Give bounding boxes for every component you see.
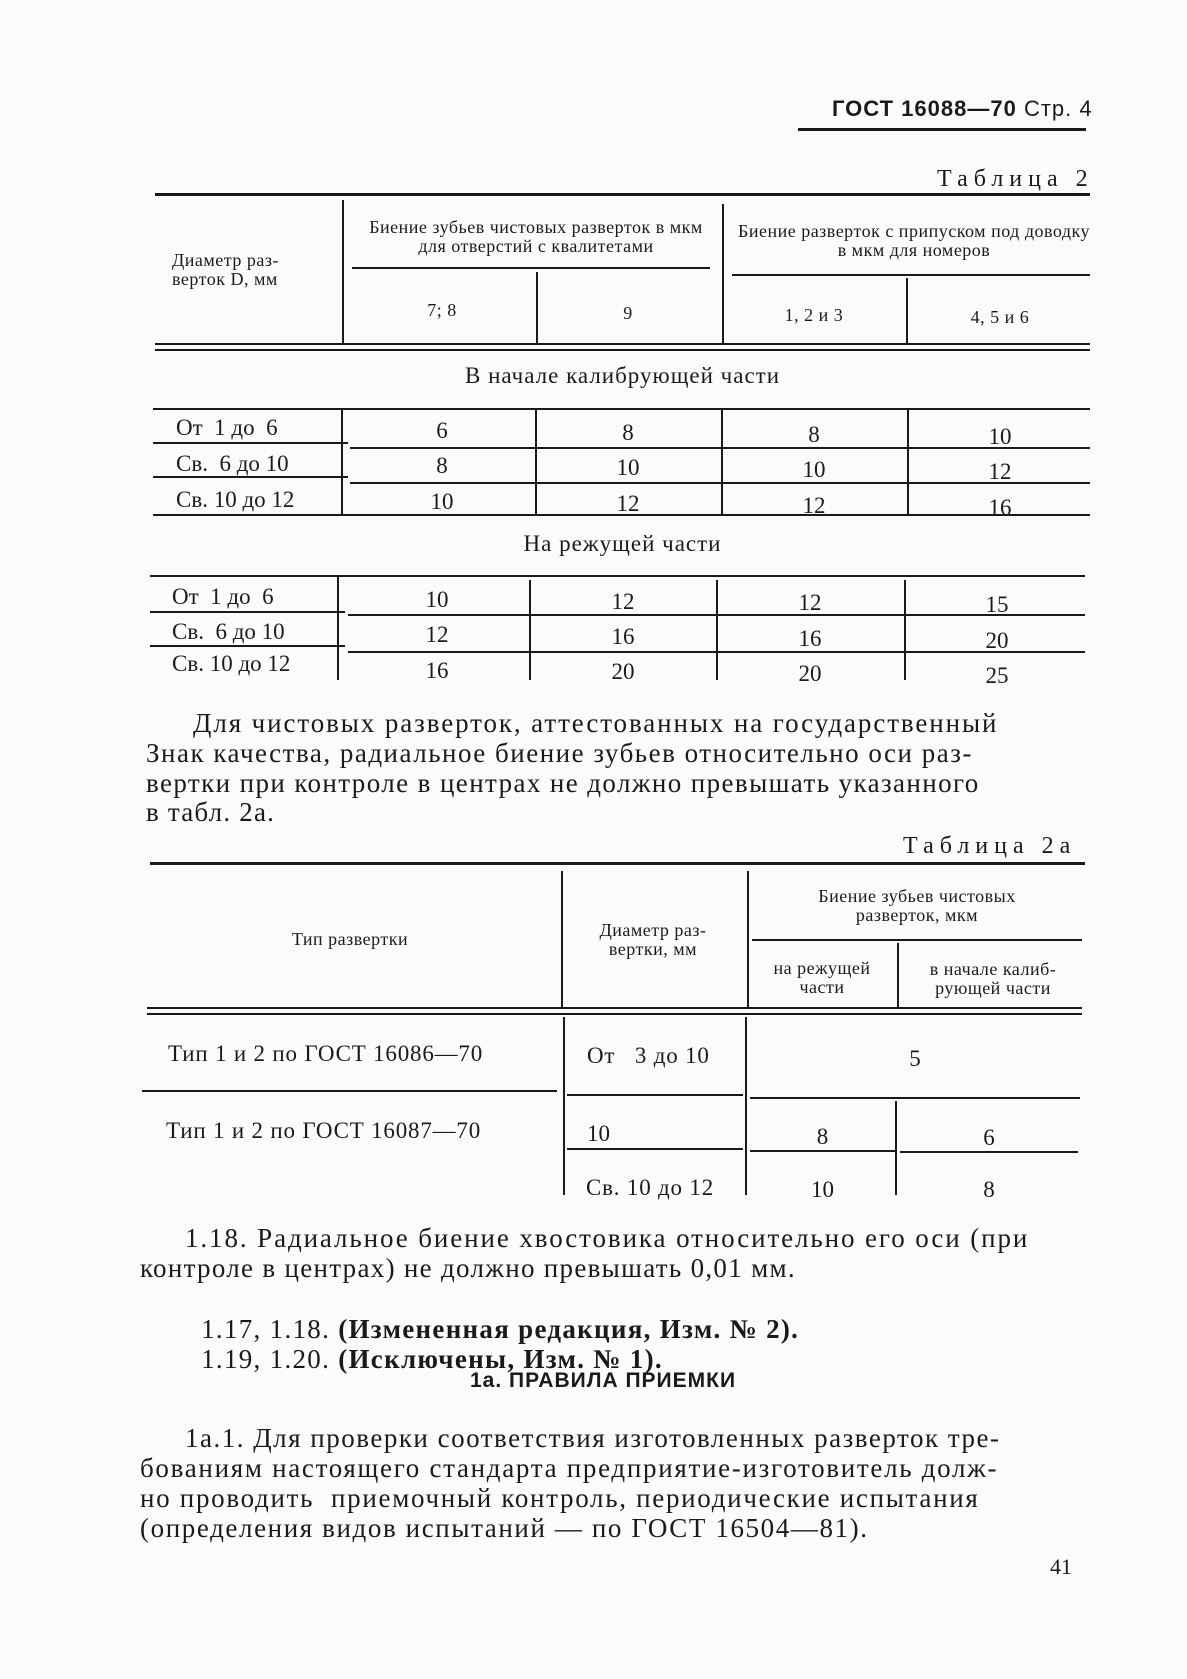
t2s2-r2-c4: 20 bbox=[985, 628, 1009, 653]
table2a-type-header: Тип развертки bbox=[291, 929, 409, 949]
table2-subcol-2: 9 bbox=[623, 303, 633, 323]
table2-section1-title: В начале калибрующей части bbox=[464, 363, 781, 388]
table2-section2-title: На режущей части bbox=[523, 531, 722, 556]
table2a-caption: Таблица 2а bbox=[903, 833, 1077, 859]
table2-group2-header: Биение разверток с припуском под доводку в мкм для номеров bbox=[737, 221, 1091, 260]
clause-1a1-line-4: (определения видов испытаний — по ГОСТ 16504—81). bbox=[140, 1513, 869, 1543]
amend2-text: (Измененная редакция, Изм. № 2). bbox=[338, 1314, 800, 1344]
t2s1-r1-c2: 8 bbox=[622, 420, 634, 445]
t2s1-r2-c4: 12 bbox=[988, 459, 1012, 484]
header-rule bbox=[798, 128, 1086, 131]
t2s1-r2-c2: 10 bbox=[616, 455, 640, 480]
t2s1-r3-c4: 16 bbox=[988, 495, 1012, 520]
t2s1-row2-label: Св. 6 до 10 bbox=[176, 451, 289, 476]
t2s1-row1-label: От 1 до 6 bbox=[176, 415, 278, 440]
t2s1-r1-c4: 10 bbox=[988, 424, 1012, 449]
clause-118-line-1: 1.18. Радиальное биение хвостовика относительно его оси (при bbox=[185, 1223, 1030, 1253]
t2s2-r3-c2: 20 bbox=[611, 659, 635, 684]
table2a-sub-calib: в начале калиб- рующей части bbox=[929, 959, 1057, 998]
table2-subcol-1: 7; 8 bbox=[427, 300, 457, 320]
t2s2-row2-label: Св. 6 до 10 bbox=[172, 619, 285, 644]
clause-1a1-line-3: но проводить приемочный контроль, периодические испытания bbox=[140, 1483, 980, 1513]
amend2-numbers: 1.17, 1.18. bbox=[201, 1314, 339, 1344]
t2s2-r2-c3: 16 bbox=[798, 626, 822, 651]
table2-subcol-3: 1, 2 и 3 bbox=[784, 305, 844, 325]
t2s1-r3-c2: 12 bbox=[616, 491, 640, 516]
t2a-row2-calib-a: 6 bbox=[983, 1125, 995, 1150]
t2s2-r3-c3: 20 bbox=[798, 661, 822, 686]
t2s1-r2-c3: 10 bbox=[802, 457, 826, 482]
page-label: Стр. 4 bbox=[1023, 96, 1093, 121]
t2s2-r2-c2: 16 bbox=[611, 624, 635, 649]
paragraph1-line-3: вертки при контроле в центрах не должно превышать указанного bbox=[146, 768, 980, 798]
clause-1a1-line-1: 1а.1. Для проверки соответствия изготовленных разверток тре- bbox=[185, 1423, 1001, 1453]
paragraph1-line-1: Для чистовых разверток, аттестованных на государственный bbox=[193, 708, 999, 738]
t2a-row1-type: Тип 1 и 2 по ГОСТ 16086—70 bbox=[168, 1041, 484, 1066]
t2s1-r1-c3: 8 bbox=[808, 422, 820, 447]
t2a-row2-type: Тип 1 и 2 по ГОСТ 16087—70 bbox=[166, 1118, 482, 1143]
t2s1-r3-c1: 10 bbox=[430, 489, 454, 514]
amend1-text: (Исключены, Изм. № 1). bbox=[338, 1344, 663, 1374]
table2-diameter-header: Диаметр раз- верток D, мм bbox=[172, 250, 279, 289]
t2a-row2-calib-b: 8 bbox=[983, 1177, 995, 1202]
t2a-row1-diameter: От 3 до 10 bbox=[587, 1043, 710, 1068]
t2s1-r1-c1: 6 bbox=[436, 418, 448, 443]
table2a-sub-cutting: на режущей части bbox=[773, 958, 871, 997]
clause-118-line-2: контроле в центрах) не должно превышать 0,01 мм. bbox=[140, 1253, 796, 1283]
t2a-row2-cutting-b: 10 bbox=[811, 1177, 834, 1202]
table2-subcol-4: 4, 5 и 6 bbox=[970, 307, 1030, 327]
t2s2-r1-c2: 12 bbox=[611, 589, 635, 614]
t2s2-r1-c1: 10 bbox=[425, 587, 449, 612]
document-id: ГОСТ 16088—70 bbox=[832, 96, 1017, 121]
t2s1-row3-label: Св. 10 до 12 bbox=[176, 487, 295, 512]
t2s2-r1-c3: 12 bbox=[798, 590, 822, 615]
t2s2-r2-c1: 12 bbox=[425, 622, 449, 647]
t2s1-r2-c1: 8 bbox=[436, 453, 448, 478]
paragraph1-line-4: в табл. 2а. bbox=[146, 797, 276, 827]
table2-caption: Таблица 2 bbox=[937, 166, 1094, 192]
clause-amendment-1 bbox=[185, 1313, 663, 1375]
section-1a-title: 1а. ПРАВИЛА ПРИЕМКИ bbox=[470, 1369, 737, 1392]
t2a-row2-diameter-a: 10 bbox=[587, 1121, 610, 1146]
t2s2-row1-label: От 1 до 6 bbox=[172, 584, 274, 609]
document-header bbox=[832, 96, 1093, 122]
amend1-numbers: 1.19, 1.20. bbox=[201, 1344, 339, 1374]
t2s1-r3-c3: 12 bbox=[802, 493, 826, 518]
t2a-row2-diameter-b: Св. 10 до 12 bbox=[586, 1175, 715, 1200]
table2a-diameter-header: Диаметр раз- вертки, мм bbox=[599, 920, 707, 959]
table2-group1-header: Биение зубьев чистовых разверток в мкм для отверстий с квалитетами bbox=[369, 217, 703, 256]
clause-1a1-line-2: бованиям настоящего стандарта предприятие-изготовитель долж- bbox=[140, 1453, 999, 1483]
t2s2-r3-c4: 25 bbox=[985, 663, 1009, 688]
t2s2-row3-label: Св. 10 до 12 bbox=[172, 651, 291, 676]
page-number: 41 bbox=[1050, 1554, 1072, 1579]
t2s2-r3-c1: 16 bbox=[425, 658, 449, 683]
t2a-row2-cutting-a: 8 bbox=[816, 1124, 829, 1149]
t2a-row1-value: 5 bbox=[909, 1046, 921, 1071]
t2s2-r1-c4: 15 bbox=[985, 592, 1009, 617]
table2a-group-header: Биение зубьев чистовых разверток, мкм bbox=[818, 886, 1016, 925]
paragraph1-line-2: Знак качества, радиальное биение зубьев относительно оси раз- bbox=[146, 738, 973, 768]
